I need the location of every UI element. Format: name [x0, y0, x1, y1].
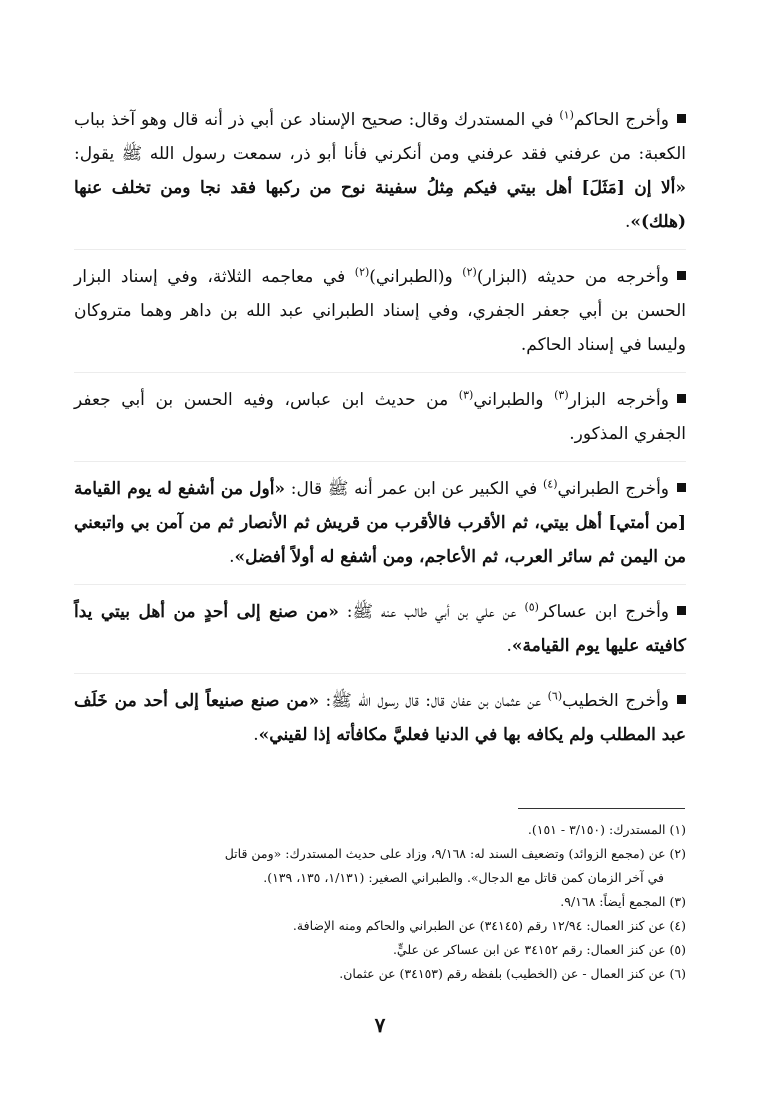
footnote-ref: (٤) [543, 477, 558, 491]
footnote-6: (٦) عن كنز العمال - عن (الخطيب) بلفظه رقم (٣٤١٥٣) عن عثمان. [339, 966, 686, 981]
paragraph-ibn-asakir [74, 595, 686, 674]
square-bullet-icon [677, 606, 686, 615]
hadith-quote: «من صنع صنيعاً إلى أحد من خَلَف عبد المطلب ولم يكافه بها في الدنيا فعليَّ مكافأته إذا لقيني» [74, 691, 686, 745]
hadith-quote: «أول من أشفع له يوم القيامة [من أمتي] أهل بيتي، ثم الأقرب فالأقرب من قريش ثم الأنصار ثم من آمن بي واتبعني من اليمن ثم سائر العرب، ثم الأعاجم، ومن أشفع له أولاً أفضل» [74, 479, 686, 567]
footnote-ref: (١) [559, 108, 574, 122]
footnote-ref: (٢) [354, 265, 370, 279]
square-bullet-icon [677, 271, 686, 280]
paragraph-text: وأخرجه البزار [568, 390, 669, 410]
paragraph-text: وأخرجه من حديثه (البزار) [476, 267, 669, 287]
footnote-ref: (٣) [554, 388, 569, 402]
paragraph-text: وأخرج ابن عساكر [538, 602, 669, 622]
page-number: ٧ [374, 1013, 386, 1037]
main-text [74, 103, 686, 772]
paragraph-hakim [74, 103, 686, 250]
paragraph-text: في معاجمه الثلاثة، وفي إسناد البزار الحسن بن أبي جعفر الجفري، وفي إسناد الطبراني عبد الله بن داهر وهما متروكان وليسا في إسناد الحاكم. [74, 267, 686, 355]
paragraph-ibn-umar [74, 472, 686, 585]
paragraph-end: . [229, 547, 235, 567]
hadith-quote: «من صنع إلى أحدٍ من أهل بيتي يداً كافيته عليها يوم القيامة» [74, 602, 686, 656]
paragraph-text: عن عثمان بن عفان قال: قال رسول الله ﷺ: [319, 691, 548, 711]
footnote-ref: (٢) [462, 265, 477, 279]
square-bullet-icon [677, 483, 686, 492]
paragraph-text: من حديث ابن عباس، وفيه الحسن بن أبي جعفر الجفري المذكور. [74, 390, 686, 444]
hadith-quote: «ألا إن [مَثَلَ] أهل بيتي فيكم مِثلُ سفينة نوح من ركبها فقد نجا ومن تخلف عنها (هلك)» [74, 178, 686, 232]
square-bullet-icon [677, 695, 686, 704]
paragraph-bazzar-tabarani [74, 260, 686, 373]
footnote-4: (٤) عن كنز العمال: ١٢/٩٤ رقم (٣٤١٤٥) عن الطبراني والحاكم ومنه الإضافة. [292, 918, 686, 933]
paragraph-text: وأخرج الطبراني [557, 479, 670, 499]
paragraph-text: وأخرج الخطيب [562, 691, 670, 711]
paragraph-end: . [506, 636, 512, 656]
square-bullet-icon [677, 394, 686, 403]
footnote-divider [518, 808, 685, 809]
paragraph-text: وأخرج الحاكم [573, 110, 669, 130]
footnote-1: (١) المستدرك: (٣/١٥٠ - ١٥١). [527, 822, 686, 837]
paragraph-end: . [624, 212, 631, 232]
footnotes [74, 818, 686, 986]
footnote-3: (٣) المجمع أيضاً: ٩/١٦٨. [560, 894, 686, 909]
footnote-ref: (٥) [524, 600, 539, 614]
paragraph-text: في المستدرك وقال: صحيح الإسناد عن أبي ذر أنه قال وهو آخذ بباب الكعبة: من عرفني فقد عرفني ومن أنكرني فأنا أبو ذر، سمعت رسول الله ﷺ يقول: [74, 110, 686, 164]
paragraph-khatib [74, 684, 686, 762]
footnote-5: (٥) عن كنز العمال: رقم ٣٤١٥٢ عن ابن عساكر عن عليٍّ. [392, 942, 686, 957]
paragraph-text: و(الطبراني) [369, 267, 463, 287]
paragraph-end: . [253, 725, 259, 745]
square-bullet-icon [677, 114, 686, 123]
paragraph-text: والطبراني [473, 390, 555, 410]
paragraph-ibn-abbas [74, 383, 686, 462]
footnote-ref: (٣) [458, 388, 474, 402]
footnote-2-continued: في آخر الزمان كمن قاتل مع الدجال». والطبراني الصغير: (١/١٣١، ١٣٥، ١٣٩). [263, 870, 664, 885]
footnote-2: (٢) عن (مجمع الزوائد) وتضعيف السند له: ٩/١٦٨، وزاد على حديث المستدرك: «ومن قاتل [224, 846, 686, 861]
paragraph-text: في الكبير عن ابن عمر أنه ﷺ قال: [285, 479, 543, 499]
paragraph-text: عن علي بن أبي طالب عنه ﷺ: [338, 602, 525, 622]
footnote-ref: (٦) [547, 689, 563, 703]
